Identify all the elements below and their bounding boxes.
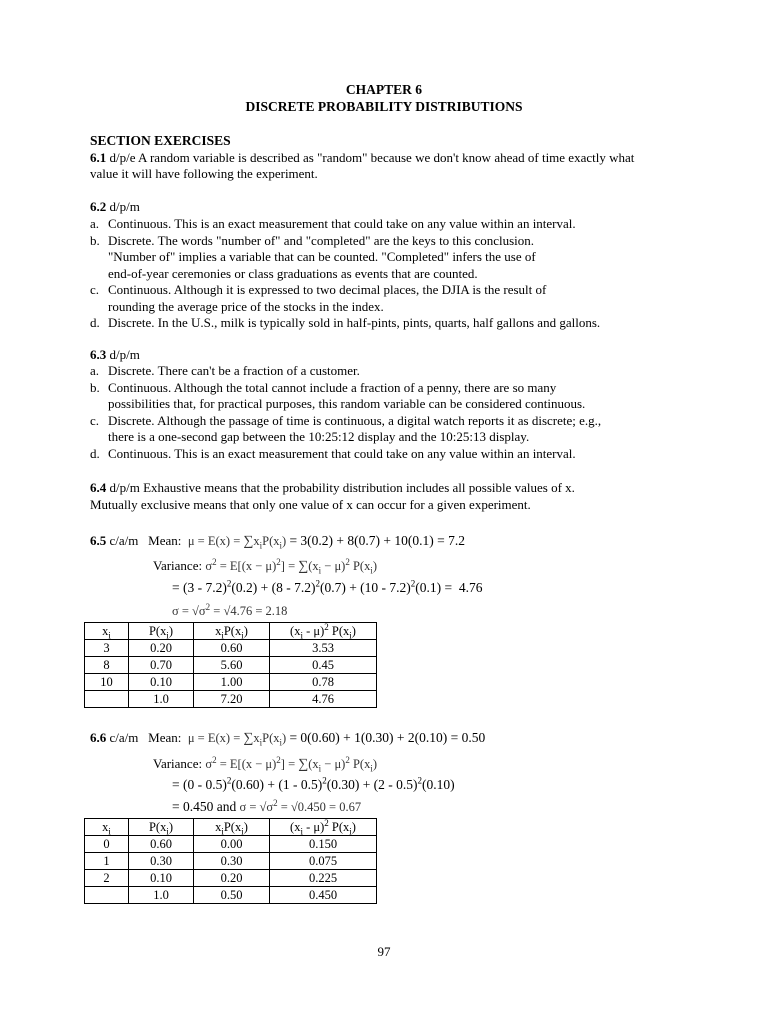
header-xipxi: $x_iP(x_i)$	[194, 819, 270, 836]
mean-result: = 3(0.2) + 8(0.7) + 10(0.1) = 7.2	[289, 533, 465, 548]
table-row: 10 0.10 1.00 0.78	[85, 674, 377, 691]
chapter-label: CHAPTER 6	[345, 82, 423, 97]
exercise-6-2-list	[90, 216, 600, 332]
chapter-title: DISCRETE PROBABILITY DISTRIBUTIONS	[245, 99, 523, 114]
mean-label: Mean:	[148, 730, 182, 745]
list-item: d. Discrete. In the U.S., milk is typically sold in half-pints, pints, quarts, half gallons and gallons.	[90, 315, 601, 330]
variance-calculation: = (0 - 0.5)$^2$(0.60) + (1 - 0.5)$^2$(0.30) + (2 - 0.5)$^2$(0.10)	[172, 775, 455, 792]
list-item: d. Continuous. This is an exact measurement that could take on any value within an interval.	[90, 445, 576, 461]
exercise-tag: c/a/m	[109, 730, 139, 745]
exercise-number: 6.6	[90, 730, 107, 745]
exercise-text-cont: value it will have following the experiment.	[90, 166, 318, 181]
variance-formula: $\sigma^2 = E[(x - \mu)^2] = \sum(x_i - \mu)^2$ $P(x_i)$	[205, 754, 378, 774]
header-var: $(x_i - \mu)^2$ $P(x_i)$	[270, 623, 377, 640]
variance-calculation: = (3 - 7.2)$^2$(0.2) + (8 - 7.2)$^2$(0.7) + (10 - 7.2)$^2$(0.1) = 4.76	[172, 578, 483, 595]
list-item: a. Continuous. This is an exact measurement that could take on any value within an interval.	[90, 216, 576, 231]
header-pxi: $P(x_i)$	[129, 819, 194, 836]
exercise-6-5-variance	[153, 558, 377, 576]
table-row: 1 0.30 0.30 0.075	[85, 853, 377, 870]
table-header-row	[85, 819, 377, 836]
exercise-6-3-heading	[90, 347, 140, 364]
exercise-tag: d/p/e	[109, 150, 136, 165]
section-heading: SECTION EXERCISES	[90, 133, 231, 148]
mean-formula: $\mu = E(x) = \sum x_iP(x_i)$	[187, 731, 287, 748]
exercise-6-4	[90, 480, 575, 497]
table-total-row: 1.0 7.20 4.76	[85, 691, 377, 708]
exercise-number: 6.3	[90, 347, 107, 362]
sigma-formula: $\sigma = √\sigma^2 = √0.450 = 0.67$	[239, 797, 362, 814]
exercise-number: 6.2	[90, 199, 107, 214]
header-xi: $x_i$	[85, 819, 129, 836]
table-row: 2 0.10 0.20 0.225	[85, 870, 377, 887]
exercise-tag: d/p/m	[109, 199, 140, 214]
list-item: b. Continuous. Although the total cannot include a fraction of a penny, there are so many possibilities that, for practical purposes, this random variable can be considered continuous.	[90, 379, 586, 411]
exercise-6-6-variance	[153, 756, 377, 774]
page-number: 97	[377, 944, 391, 959]
table-total-row: 1.0 0.50 0.450	[85, 887, 377, 904]
exercise-6-1	[90, 150, 634, 167]
variance-label: Variance:	[153, 558, 203, 573]
mean-result: = 0(0.60) + 1(0.30) + 2(0.10) = 0.50	[289, 730, 486, 745]
exercise-6-2-heading	[90, 199, 140, 216]
exercise-6-5-mean	[90, 533, 465, 551]
exercise-number: 6.5	[90, 533, 107, 548]
list-item: c. Discrete. Although the passage of time is continuous, a digital watch reports it as discrete; e.g., there is a one-second gap between the 10:25:12 display and the 10:25:13 display.	[90, 412, 602, 444]
exercise-text: Exhaustive means that the probability distribution includes all possible values of x.	[143, 480, 575, 495]
exercise-number: 6.4	[90, 480, 107, 495]
table-header-row	[85, 623, 377, 640]
header-pxi: $P(x_i)$	[129, 623, 194, 640]
exercise-6-6-mean	[90, 730, 485, 748]
exercise-text: A random variable is described as "random" because we don't know ahead of time exactly what	[138, 150, 635, 165]
table-row: 8 0.70 5.60 0.45	[85, 657, 377, 674]
header-xipxi: $x_iP(x_i)$	[194, 623, 270, 640]
exercise-tag: c/a/m	[109, 533, 139, 548]
mean-formula: $\mu = E(x) = \sum x_iP(x_i)$	[187, 534, 287, 551]
header-xi: $x_i$	[85, 623, 129, 640]
header-var: $(x_i - \mu)^2$ $P(x_i)$	[270, 819, 377, 836]
exercise-6-3-list	[90, 363, 601, 462]
probability-table	[84, 622, 377, 708]
exercise-text-cont: Mutually exclusive means that only one value of x can occur for a given experiment.	[90, 497, 531, 512]
probability-table	[84, 818, 377, 904]
exercise-tag: d/p/m	[109, 480, 140, 495]
sigma-formula: $\sigma = √\sigma^2 = √4.76 = 2.18$	[172, 601, 288, 618]
variance-result: = 0.450 and $\sigma = √\sigma^2 = √0.450 = 0.67$	[172, 797, 362, 814]
exercise-number: 6.1	[90, 150, 107, 165]
variance-formula: $\sigma^2 = E[(x - \mu)^2] = \sum(x_i - \mu)^2$ $P(x_i)$	[205, 556, 378, 576]
exercise-tag: d/p/m	[109, 347, 140, 362]
list-item: c. Continuous. Although it is expressed to two decimal places, the DJIA is the result of rounding the average price of the stocks in the index.	[90, 282, 547, 314]
list-item: a. Discrete. There can't be a fraction of a customer.	[90, 363, 360, 378]
variance-label: Variance:	[153, 756, 203, 771]
list-item: b. Discrete. The words "number of" and "completed" are the keys to this conclusion. "Number of" implies a variable that can be counted. "Completed" infers the use of end-of-year ceremonies or class graduations as events that are counted.	[90, 232, 536, 281]
table-row: 0 0.60 0.00 0.150	[85, 836, 377, 853]
table-row: 3 0.20 0.60 3.53	[85, 640, 377, 657]
mean-label: Mean:	[148, 533, 182, 548]
